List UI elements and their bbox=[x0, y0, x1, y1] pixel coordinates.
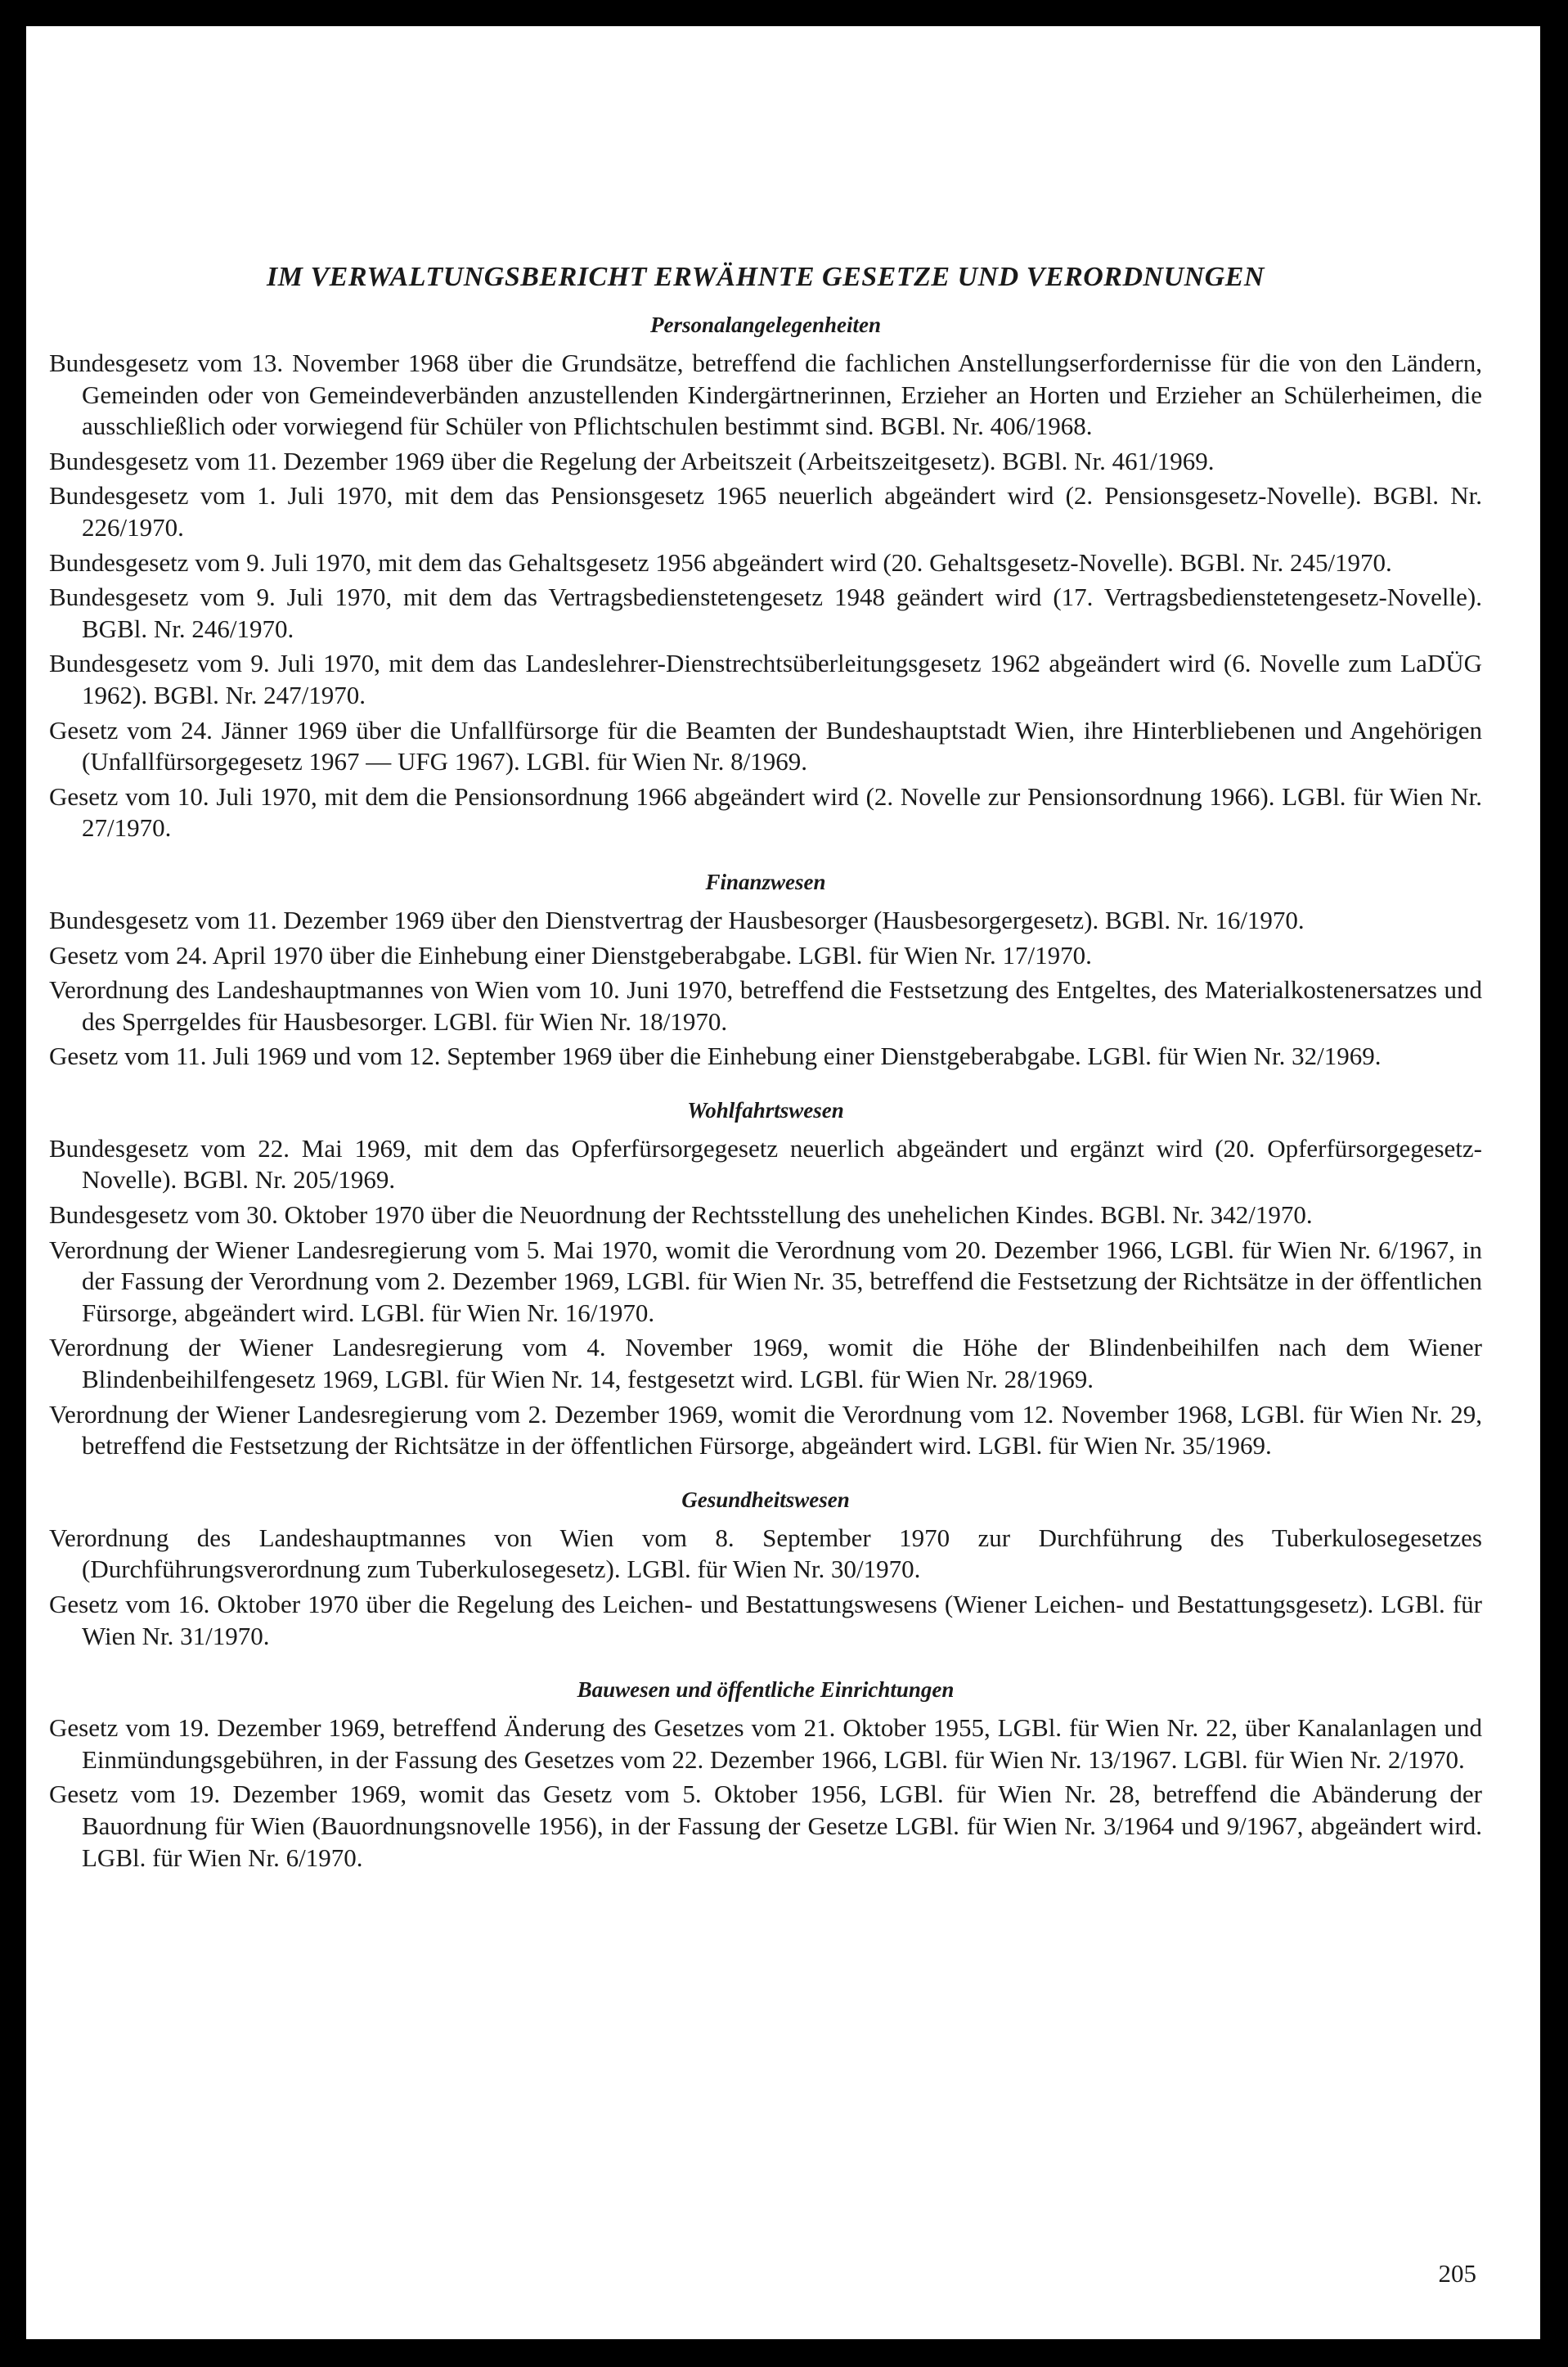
law-entry: Gesetz vom 19. Dezember 1969, womit das Gesetz vom 5. Oktober 1956, LGBl. für Wien Nr. 28, betreffend die Abänderung der Bauordnung für Wien (Bauordnungsnovelle 1956), in der Fassung der Gesetze LGBl. für Wien Nr. 3/1964 und 9/1967, abgeändert wird. LGBl. für Wien Nr. 6/1970. bbox=[49, 1780, 1482, 1872]
law-entry: Gesetz vom 24. April 1970 über die Einhebung einer Dienstgeberabgabe. LGBl. für Wien Nr. 17/1970. bbox=[49, 940, 1092, 970]
law-entry: Bundesgesetz vom 1. Juli 1970, mit dem das Pensionsgesetz 1965 neuerlich abgeändert wird (2. Pensionsgesetz-Novelle). BGBl. Nr. 226/1970. bbox=[49, 481, 1482, 542]
law-entry: Bundesgesetz vom 9. Juli 1970, mit dem das Landeslehrer-Dienstrechtsüberleitungsgesetz 1962 abgeändert wird (6. Novelle zum LaDÜG 1962). BGBl. Nr. 247/1970. bbox=[49, 649, 1482, 709]
section-heading: Wohlfahrtswesen bbox=[687, 1097, 844, 1123]
law-entry: Gesetz vom 11. Juli 1969 und vom 12. September 1969 über die Einhebung einer Dienstgeberabgabe. LGBl. für Wien Nr. 32/1969. bbox=[49, 1042, 1382, 1071]
section-heading: Finanzwesen bbox=[705, 869, 826, 894]
law-entry: Verordnung des Landeshauptmannes von Wien vom 10. Juni 1970, betreffend die Festsetzung des Entgeltes, des Materialkostenersatzes und des Sperrgeldes für Hausbesorger. LGBl. für Wien Nr. 18/1970. bbox=[49, 975, 1482, 1036]
page-title: IM VERWALTUNGSBERICHT ERWÄHNTE GESETZE UND VERORDNUNGEN bbox=[267, 262, 1265, 292]
section-welfare bbox=[49, 1096, 1482, 1462]
section-health bbox=[49, 1485, 1482, 1652]
law-entry: Gesetz vom 16. Oktober 1970 über die Regelung des Leichen- und Bestattungswesens (Wiener Leichen- und Bestattungsgesetz). LGBl. für Wien Nr. 31/1970. bbox=[49, 1590, 1482, 1650]
law-entry: Bundesgesetz vom 11. Dezember 1969 über den Dienstvertrag der Hausbesorger (Hausbesorgergesetz). BGBl. Nr. 16/1970. bbox=[49, 905, 1305, 934]
page-content bbox=[49, 259, 1482, 1877]
section-personal bbox=[49, 310, 1482, 844]
section-heading: Personalangelegenheiten bbox=[650, 313, 881, 337]
law-entry: Verordnung der Wiener Landesregierung vom 2. Dezember 1969, womit die Verordnung vom 12. November 1968, LGBl. für Wien Nr. 29, betreffend die Festsetzung der Richtsätze in der öffentlichen Fürsorge, abgeändert wird. LGBl. für Wien Nr. 35/1969. bbox=[49, 1399, 1482, 1460]
page-number: 205 bbox=[1438, 2259, 1476, 2288]
law-entry: Bundesgesetz vom 30. Oktober 1970 über die Neuordnung der Rechtsstellung des unehelichen Kindes. BGBl. Nr. 342/1970. bbox=[49, 1200, 1313, 1230]
law-entry: Verordnung der Wiener Landesregierung vom 5. Mai 1970, womit die Verordnung vom 20. Dezember 1966, LGBl. für Wien Nr. 6/1967, in der Fassung der Verordnung vom 2. Dezember 1969, LGBl. für Wien Nr. 35, betreffend die Festsetzung der Richtsätze in der öffentlichen Fürsorge, abgeändert wird. LGBl. für Wien Nr. 16/1970. bbox=[49, 1235, 1482, 1327]
law-entry: Gesetz vom 10. Juli 1970, mit dem die Pensionsordnung 1966 abgeändert wird (2. Novelle zur Pensionsordnung 1966). LGBl. für Wien Nr. 27/1970. bbox=[49, 781, 1482, 843]
law-entry: Gesetz vom 24. Jänner 1969 über die Unfallfürsorge für die Beamten der Bundeshauptstadt Wien, ihre Hinterbliebenen und Angehörigen (Unfallfürsorgegesetz 1967 — UFG 1967). LGBl. für Wien Nr. 8/1969. bbox=[49, 715, 1482, 776]
law-entry: Verordnung der Wiener Landesregierung vom 4. November 1969, womit die Höhe der Blindenbeihilfen nach dem Wiener Blindenbeihilfengesetz 1969, LGBl. für Wien Nr. 14, festgesetzt wird. LGBl. für Wien Nr. 28/1969. bbox=[49, 1333, 1482, 1394]
law-entry: Verordnung des Landeshauptmannes von Wien vom 8. September 1970 zur Durchführung des Tuberkulosegesetzes (Durchführungsverordnung zum Tuberkulosegesetz). LGBl. für Wien Nr. 30/1970. bbox=[49, 1523, 1482, 1584]
law-entry: Bundesgesetz vom 11. Dezember 1969 über die Regelung der Arbeitszeit (Arbeitszeitgesetz). BGBl. Nr. 461/1969. bbox=[49, 446, 1215, 475]
document-page bbox=[26, 26, 1540, 2339]
section-construction bbox=[49, 1675, 1482, 1874]
law-entry: Bundesgesetz vom 13. November 1968 über die Grundsätze, betreffend die fachlichen Anstellungserfordernisse für die von den Ländern, Gemeinden oder von Gemeindeverbänden anzustellenden Kindergärtnerinnen, Erzieher an Horten und Erzieher an Schülerheimen, die ausschließlich oder vorwiegend für Schüler von Pflichtschulen bestimmt sind. BGBl. Nr. 406/1968. bbox=[49, 349, 1482, 441]
law-entry: Bundesgesetz vom 22. Mai 1969, mit dem das Opferfürsorgegesetz neuerlich abgeändert und ergänzt wird (20. Opferfürsorgegesetz-Novelle). BGBl. Nr. 205/1969. bbox=[49, 1133, 1482, 1195]
law-entry: Bundesgesetz vom 9. Juli 1970, mit dem das Vertragsbedienstetengesetz 1948 geändert wird (17. Vertragsbedienstetengesetz-Novelle). BGBl. Nr. 246/1970. bbox=[49, 583, 1482, 643]
section-heading: Bauwesen und öffentliche Einrichtungen bbox=[577, 1677, 955, 1703]
law-entry: Gesetz vom 19. Dezember 1969, betreffend Änderung des Gesetzes vom 21. Oktober 1955, LGBl. für Wien Nr. 22, über Kanalanlagen und Einmündungsgebühren, in der Fassung des Gesetzes vom 22. Dezember 1966, LGBl. für Wien Nr. 13/1967. LGBl. für Wien Nr. 2/1970. bbox=[49, 1713, 1482, 1774]
section-heading: Gesundheitswesen bbox=[681, 1487, 850, 1512]
section-finance bbox=[49, 867, 1482, 1073]
law-entry: Bundesgesetz vom 9. Juli 1970, mit dem das Gehaltsgesetz 1956 abgeändert wird (20. Gehaltsgesetz-Novelle). BGBl. Nr. 245/1970. bbox=[49, 547, 1392, 577]
